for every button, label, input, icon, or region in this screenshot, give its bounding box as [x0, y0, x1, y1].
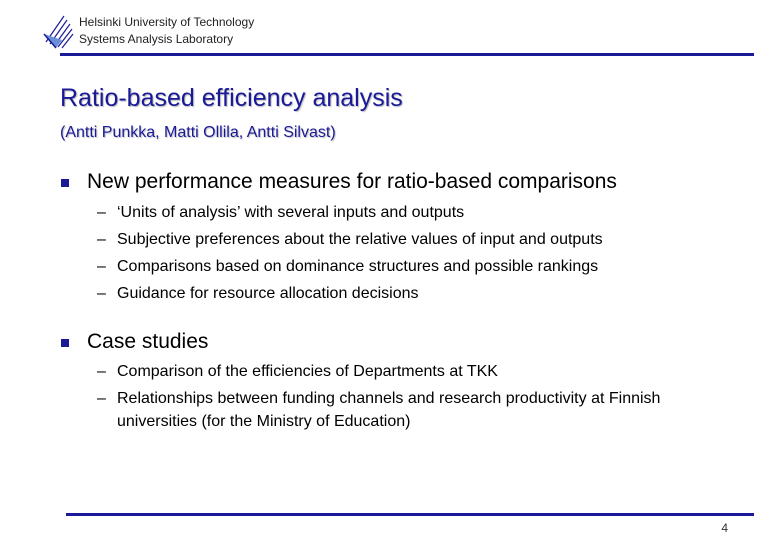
slide-title: Ratio-based efficiency analysis — [60, 84, 403, 112]
list-item: ‘Units of analysis’ with several inputs and outputs — [117, 204, 465, 221]
list-item: Comparison of the efficiencies of Departments at TKK — [117, 363, 498, 380]
dash-bullet: – — [97, 285, 106, 302]
dash-bullet: – — [97, 204, 106, 221]
list-item-continuation: universities (for the Ministry of Education) — [117, 413, 411, 430]
dash-bullet: – — [97, 231, 106, 248]
list-item: Comparisons based on dominance structures and possible rankings — [117, 258, 599, 275]
section-heading: Case studies — [87, 330, 209, 353]
slide-authors: (Antti Punkka, Matti Ollila, Antti Silvast) — [60, 124, 336, 141]
university-logo-icon — [42, 12, 76, 50]
list-item: Subjective preferences about the relative values of input and outputs — [117, 231, 603, 248]
list-item: Relationships between funding channels and research productivity at Finnish — [117, 390, 661, 407]
lab-name: Systems Analysis Laboratory — [79, 32, 234, 46]
list-item: Guidance for resource allocation decisions — [117, 285, 419, 302]
section-heading: New performance measures for ratio-based comparisons — [87, 170, 617, 193]
dash-bullet: – — [97, 363, 106, 380]
bullet-square-icon — [61, 339, 69, 347]
header-divider — [60, 53, 754, 56]
page-number: 4 — [721, 521, 728, 535]
footer-divider — [66, 513, 754, 516]
bullet-square-icon — [61, 179, 69, 187]
dash-bullet: – — [97, 258, 106, 275]
dash-bullet: – — [97, 390, 106, 407]
org-name: Helsinki University of Technology — [79, 15, 255, 29]
